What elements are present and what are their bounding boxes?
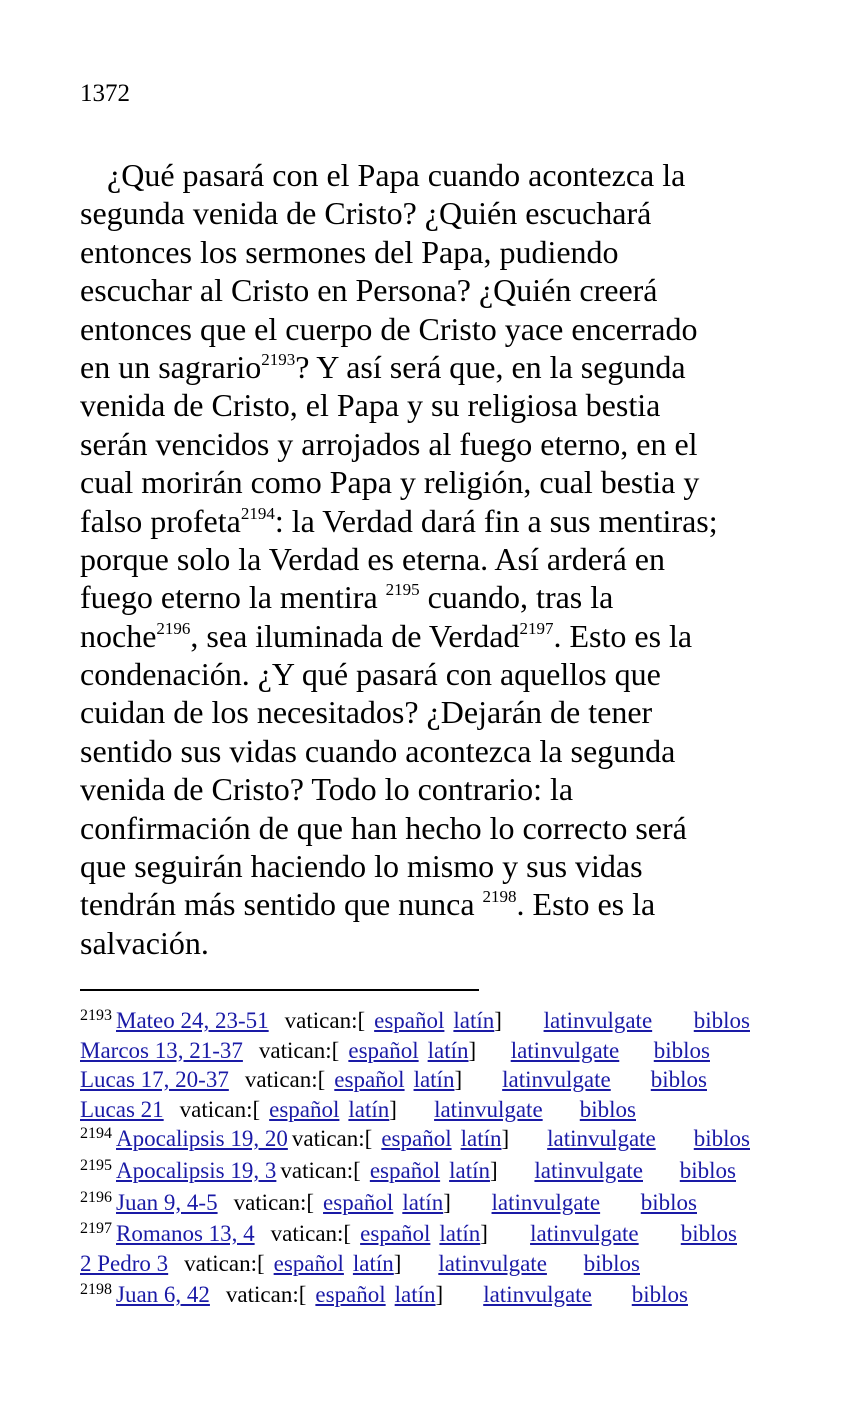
latin-link[interactable]: latín bbox=[439, 1221, 481, 1246]
latin-link[interactable]: latín bbox=[394, 1282, 436, 1307]
vatican-label: vatican:[ bbox=[284, 1008, 366, 1033]
footnote-line: Lucas 21 vatican:[ español latín] latinvulgate biblos bbox=[80, 1098, 636, 1128]
biblos-link[interactable]: biblos bbox=[640, 1189, 697, 1215]
text-line: porque solo la Verdad es eterna. Así arderá en bbox=[80, 540, 665, 577]
latinvulgate-link[interactable]: latinvulgate bbox=[547, 1126, 656, 1151]
text-line: entonces que el cuerpo de Cristo yace encerrado bbox=[80, 310, 698, 347]
footnote-number: 2195 bbox=[80, 1157, 112, 1174]
biblos-link[interactable]: biblos bbox=[579, 1096, 636, 1122]
footnote-line: 2 Pedro 3 vatican:[ español latín] latinvulgate biblos bbox=[80, 1252, 640, 1283]
espanol-link[interactable]: español bbox=[334, 1067, 405, 1092]
espanol-link[interactable]: español bbox=[323, 1189, 394, 1215]
biblos-link[interactable]: biblos bbox=[680, 1221, 737, 1246]
footnote-number: 2196 bbox=[80, 1188, 112, 1206]
text-line: condenación. ¿Y qué pasará con aquellos que bbox=[80, 656, 661, 693]
text-line: serán vencidos y arrojados al fuego eterno, en el bbox=[80, 425, 698, 462]
latin-link[interactable]: latín bbox=[348, 1096, 390, 1122]
ref-link[interactable]: Lucas 17, 20-37 bbox=[80, 1067, 229, 1092]
text-line: entonces los sermones del Papa, pudiendo bbox=[80, 233, 619, 270]
biblos-link[interactable]: biblos bbox=[583, 1251, 640, 1276]
latinvulgate-link[interactable]: latinvulgate bbox=[483, 1282, 592, 1307]
text-line: venida de Cristo? Todo lo contrario: la bbox=[80, 771, 574, 808]
footnote-line: Lucas 17, 20-37 vatican:[ español latín] latinvulgate biblos bbox=[80, 1068, 707, 1098]
ref-link[interactable]: Mateo 24, 23-51 bbox=[116, 1008, 269, 1033]
text-line: cual morirán como Papa y religión, cual bestia y bbox=[80, 464, 700, 501]
latinvulgate-link[interactable]: latinvulgate bbox=[510, 1037, 620, 1063]
text-line: salvación. bbox=[80, 924, 209, 961]
footnote-marker: 2194 bbox=[240, 503, 275, 523]
footnote-marker: 2198 bbox=[482, 887, 517, 907]
latinvulgate-link[interactable]: latinvulgate bbox=[543, 1008, 653, 1033]
footnote-line: Marcos 13, 21-37 vatican:[ español latín] latinvulgate biblos bbox=[80, 1039, 710, 1069]
footnote-line: $^{2196}$ Juan 9, 4-5 vatican:[ español latín] latinvulgate biblos bbox=[80, 1191, 697, 1223]
page-number: 1372 bbox=[80, 80, 130, 107]
espanol-link[interactable]: español bbox=[360, 1221, 431, 1246]
espanol-link[interactable]: español bbox=[369, 1158, 441, 1183]
footnote-marker: 2197 bbox=[519, 618, 554, 638]
latin-link[interactable]: latín bbox=[413, 1067, 455, 1092]
text-line: segunda venida de Cristo? ¿Quién escuchará bbox=[80, 195, 652, 232]
latinvulgate-link[interactable]: latinvulgate bbox=[491, 1189, 601, 1215]
footnote-line: $^{2195}$ Apocalipsis 19, 3 vatican:[ español latín] latinvulgate biblos bbox=[80, 1159, 736, 1191]
biblos-link[interactable]: biblos bbox=[693, 1126, 750, 1151]
text-line: fuego eterno la mentira $^{2195}$ cuando, tras la bbox=[80, 579, 614, 616]
footnote-marker: 2196 bbox=[156, 618, 191, 638]
latin-link[interactable]: latín bbox=[402, 1189, 444, 1215]
latin-link[interactable]: latín bbox=[449, 1158, 490, 1183]
footnote-line: $^{2193}$ Mateo 24, 23-51 vatican:[ español latín] latinvulgate biblos bbox=[80, 1009, 750, 1039]
text-line: sentido sus vidas cuando acontezca la segunda bbox=[80, 732, 676, 769]
latinvulgate-link[interactable]: latinvulgate bbox=[438, 1251, 547, 1276]
text-line: cuidan de los necesitados? ¿Dejarán de tener bbox=[80, 694, 653, 731]
text-line: noche$^{2196}$, sea iluminada de Verdad$^{2197}$. Esto es la bbox=[80, 617, 693, 654]
footnote-line: $^{2198}$ Juan 6, 42 vatican:[ español latín] latinvulgate biblos bbox=[80, 1283, 688, 1313]
footnote-line: $^{2194}$ Apocalipsis 19, 20 vatican:[ español latín] latinvulgate biblos bbox=[80, 1127, 750, 1159]
biblos-link[interactable]: biblos bbox=[679, 1158, 736, 1183]
ref-link[interactable]: Apocalipsis 19, 3 bbox=[116, 1158, 277, 1183]
text-line: venida de Cristo, el Papa y su religiosa bestia bbox=[80, 387, 661, 424]
espanol-link[interactable]: español bbox=[269, 1096, 340, 1122]
ref-link[interactable]: Lucas 21 bbox=[80, 1096, 164, 1122]
footnote-marker: 2193 bbox=[261, 349, 296, 369]
latin-link[interactable]: latín bbox=[352, 1251, 394, 1276]
footnote-number: 2197 bbox=[80, 1220, 112, 1237]
latinvulgate-link[interactable]: latinvulgate bbox=[530, 1221, 639, 1246]
main-paragraph bbox=[80, 159, 748, 965]
espanol-link[interactable]: español bbox=[348, 1037, 419, 1063]
ref-link[interactable]: Juan 9, 4-5 bbox=[116, 1189, 218, 1215]
latinvulgate-link[interactable]: latinvulgate bbox=[534, 1158, 643, 1183]
espanol-link[interactable]: español bbox=[381, 1126, 452, 1151]
latinvulgate-link[interactable]: latinvulgate bbox=[502, 1067, 611, 1092]
text-line: ¿Qué pasará con el Papa cuando acontezca la bbox=[107, 157, 686, 193]
footnote-number: 2194 bbox=[80, 1125, 112, 1142]
text-line: escuchar al Cristo en Persona? ¿Quién creerá bbox=[80, 272, 658, 309]
text-line: confirmación de que han hecho lo correcto será bbox=[80, 809, 687, 846]
ref-link[interactable]: Apocalipsis 19, 20 bbox=[116, 1126, 288, 1151]
text-line: falso profeta$^{2194}$: la Verdad dará fin a sus mentiras; bbox=[80, 502, 718, 539]
biblos-link[interactable]: biblos bbox=[650, 1067, 707, 1092]
ref-link[interactable]: 2 Pedro 3 bbox=[80, 1251, 169, 1276]
latin-link[interactable]: latín bbox=[427, 1037, 469, 1063]
footnotes bbox=[80, 1009, 750, 1313]
latin-link[interactable]: latín bbox=[460, 1126, 502, 1151]
biblos-link[interactable]: biblos bbox=[693, 1008, 750, 1033]
footnote-number: 2193 bbox=[80, 1007, 112, 1024]
espanol-link[interactable]: español bbox=[315, 1282, 386, 1307]
ref-link[interactable]: Marcos 13, 21-37 bbox=[80, 1037, 243, 1063]
biblos-link[interactable]: biblos bbox=[631, 1282, 688, 1307]
biblos-link[interactable]: biblos bbox=[653, 1037, 710, 1063]
text-line: en un sagrario$^{2193}$? Y así será que, en la segunda bbox=[80, 348, 686, 385]
espanol-link[interactable]: español bbox=[273, 1251, 344, 1276]
latinvulgate-link[interactable]: latinvulgate bbox=[434, 1096, 543, 1122]
ref-link[interactable]: Romanos 13, 4 bbox=[116, 1221, 255, 1246]
footnote-line: $^{2197}$ Romanos 13, 4 vatican:[ español latín] latinvulgate biblos bbox=[80, 1222, 737, 1252]
footnote-marker: 2195 bbox=[385, 580, 420, 600]
ref-link[interactable]: Juan 6, 42 bbox=[116, 1282, 210, 1307]
text-line: tendrán más sentido que nunca $^{2198}$. Esto es la bbox=[80, 886, 656, 923]
text-line: que seguirán haciendo lo mismo y sus vidas bbox=[80, 848, 643, 885]
espanol-link[interactable]: español bbox=[374, 1008, 445, 1033]
footnote-number: 2198 bbox=[80, 1281, 112, 1298]
footnote-separator bbox=[80, 989, 479, 991]
latin-link[interactable]: latín bbox=[453, 1008, 495, 1033]
